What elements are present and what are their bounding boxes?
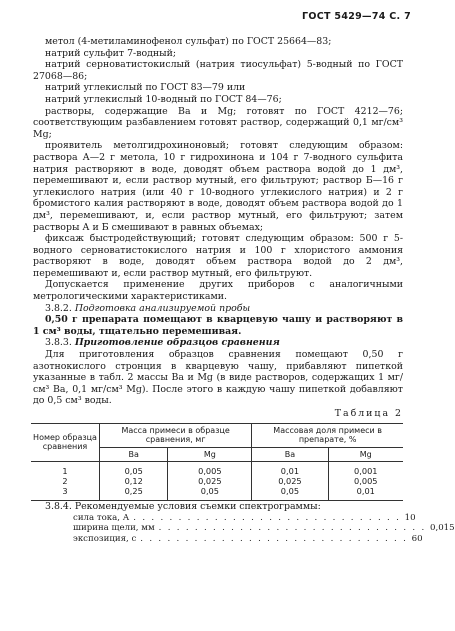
ba-mass: 0,25 [100, 486, 168, 501]
section-3-8-2-text: 0,50 г препарата помещают в кварцевую чашу и растворяют в 1 см³ воды, тщательно перемешивая. [33, 314, 403, 337]
ba-fraction: 0,025 [252, 476, 328, 486]
sample-number: 1 [62, 466, 68, 477]
condition-row [33, 533, 423, 545]
ba-fraction: 0,01 [252, 462, 328, 477]
condition-value: 0,015 [430, 523, 455, 534]
condition-row [33, 512, 416, 524]
document-body [33, 36, 455, 544]
mg-fraction: 0,001 [328, 462, 403, 477]
col-mass-ba: Ва [100, 447, 168, 462]
section-3-8-2-heading [33, 303, 403, 315]
table-caption: Таблица 2 [334, 408, 403, 419]
mg-fraction: 0,01 [328, 486, 403, 501]
condition-row [33, 523, 455, 534]
mg-mass: 0,025 [168, 476, 252, 486]
section-3-8-2-number: 3.8.2. [45, 302, 72, 314]
col-mass: Масса примеси в образце сравнения, мг [100, 423, 252, 447]
col-fraction: Массовая доля примеси в препарате, % [252, 423, 403, 447]
table-row [31, 462, 403, 477]
page-header: ГОСТ 5429—74 С. 7 [302, 11, 411, 22]
reagent-sodium-carbonate-hydrate: натрий углекислый 10-водный по ГОСТ 84—76; [45, 93, 282, 105]
section-3-8-2-title: Подготовка анализируемой пробы [74, 302, 251, 314]
reagent-developer: проявитель метолгидрохиноновый; готовят следующим образом: раствора А—2 г метола, 10 г гидрохинона и 104 г 7-водного сульфита натрия растворяют в воде, доводят объем раствора водой до 1 дм³, перемешивают и, если раствор мутный, его фильтруют; раствор Б—16 г углекислого натрия (или 40 г 10-водного углекислого натрия) и 2 г бромистого калия растворяют в воде, доводят объем раствора водой до 1 дм³, перемешивают, и, если раствор мутный, его фильтруют; затем растворы А и Б смешивают в равных объемах; [33, 140, 403, 233]
condition-label: ширина щели, мм [73, 523, 155, 534]
condition-label: экспозиция, с [73, 533, 137, 544]
col-fraction-mg: Mg [328, 447, 403, 462]
dot-leader: . . . . . . . . . . . . . . . . . . . . . . . . . . . . . . [158, 523, 426, 534]
col-mass-mg: Mg [168, 447, 252, 462]
equipment-note: Допускается применение других приборов с аналогичными метрологическими характеристиками. [33, 279, 403, 303]
mg-mass: 0,05 [168, 486, 252, 501]
reagent-sodium-sulfite: натрий сульфит 7-водный; [45, 47, 177, 59]
table-row [31, 476, 403, 486]
section-3-8-3-heading [33, 337, 403, 349]
mg-mass: 0,005 [168, 462, 252, 477]
section-3-8-3-number: 3.8.3. [45, 337, 72, 349]
reference-samples-table [31, 423, 403, 502]
section-3-8-4-heading: 3.8.4. Рекомендуемые условия съемки спектрограммы: [45, 501, 321, 513]
sample-number: 3 [62, 486, 68, 497]
table-row [31, 486, 403, 501]
mg-fraction: 0,005 [328, 476, 403, 486]
col-sample-number: Номер образца сравнения [31, 423, 100, 462]
reagent-fixer: фиксаж быстродействующий; готовят следующим образом: 500 г 5-водного серноватистокислого натрия и 100 г хлористого аммония растворяют в воде, доводят объем раствора водой до 2 дм³, перемешивают и, если раствор мутный, его фильтруют. [33, 233, 403, 279]
dot-leader: . . . . . . . . . . . . . . . . . . . . . . . . . . . . . . [140, 533, 408, 544]
dot-leader: . . . . . . . . . . . . . . . . . . . . . . . . . . . . . . [133, 512, 401, 523]
ba-mass: 0,05 [100, 462, 168, 477]
section-3-8-3-title: Приготовление образцов сравнения [74, 337, 280, 349]
ba-mass: 0,12 [100, 476, 168, 486]
condition-value: 60 [411, 533, 423, 544]
condition-value: 10 [404, 512, 416, 523]
sample-number: 2 [62, 476, 68, 487]
reagent-metol: метол (4-метиламинофенол сульфат) по ГОСТ 25664—83; [45, 36, 332, 47]
section-3-8-3-text: Для приготовления образцов сравнения помещают 0,50 г азотнокислого стронция в кварцевую чашу, прибавляют пипеткой указанные в табл. 2 массы Ва и Mg (в виде растворов, содержащих 1 мг/см³ Ва, 0,1 мг/см³ Mg). После этого в каждую чашу пипеткой добавляют до 0,5 см³ воды. [33, 349, 403, 407]
col-fraction-ba: Ва [252, 447, 328, 462]
reagent-sodium-thiosulfate: натрий серноватистокислый (натрия тиосульфат) 5-водный по ГОСТ 27068—86; [33, 59, 403, 82]
ba-fraction: 0,05 [252, 486, 328, 501]
reagent-sodium-carbonate: натрий углекислый по ГОСТ 83—79 или [45, 82, 246, 94]
condition-label: сила тока, А [73, 512, 130, 523]
reagent-ba-mg-solutions: растворы, содержащие Ва и Mg; готовят по ГОСТ 4212—76; соответствующим разбавлением готовят раствор, содержащий 0,1 мг/см³ Mg; [33, 105, 403, 140]
